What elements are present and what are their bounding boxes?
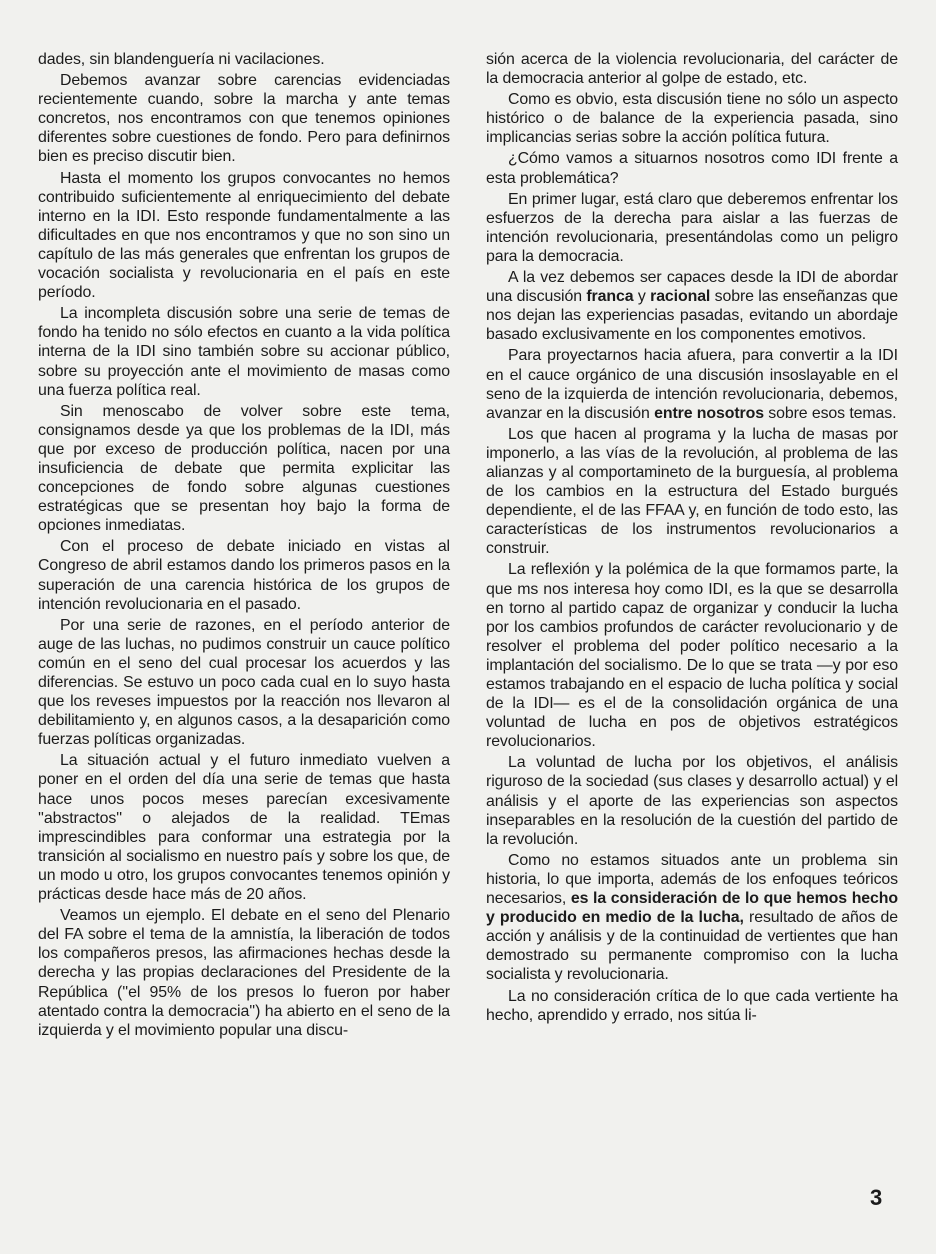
paragraph: Por una serie de razones, en el período anterior de auge de las luchas, no pudimos construir un cauce político común en el seno del cual procesar los acuerdos y las diferencias. Se estuvo un poco cada cual en lo suyo hasta que los reveses impuestos por la reacción nos llevaron al debilitamiento y, en algunos casos, a la desaparición como fuerzas políticas organizadas. [38, 616, 450, 749]
paragraph: La incompleta discusión sobre una serie de temas de fondo ha tenido no sólo efectos en cuanto a la vida política interna de la IDI sino también sobre su accionar público, sobre su proyección ante el movimiento de masas como una fuerza política real. [38, 305, 450, 399]
paragraph: Veamos un ejemplo. El debate en el seno del Plenario del FA sobre el tema de la amnistía, la liberación de todos los compañeros presos, las afirmaciones hechas desde la derecha y las propias declaraciones del Presidente de la República (''el 95% de los presos lo fueron por haber atentado contra la democracia'') ha abierto en el seno de la izquierda y el movimiento popular una discu- [38, 907, 450, 1039]
text-run: Para proyectarnos hacia afuera, para convertir a la IDI en el cauce orgánico de una discusión insoslayable en el seno de la izquierda de intención revolucionaria, debemos, avanzar en la discusión [486, 347, 898, 422]
right-column [486, 50, 898, 1040]
bold-text: racional [650, 288, 711, 306]
paragraph: dades, sin blandenguería ni vacilaciones. [38, 51, 325, 68]
bold-text: franca [586, 288, 634, 306]
paragraph [486, 268, 898, 344]
paragraph: Los que hacen al programa y la lucha de masas por imponerlo, a las vías de la revolución, al problema de las alianzas y al comportamineto de la burguesía, al problema de los cambios en la estructura del Estado burgués dependiente, el de las FFAA y, en función de todo esto, las características de los instrumentos revolucionarios a construir. [486, 425, 898, 558]
paragraph: La no consideración crítica de lo que cada vertiente ha hecho, aprendido y errado, nos sitúa li- [486, 987, 898, 1024]
text-run: Como no estamos situados ante un problema sin historia, lo que importa, además de los enfoques teóricos necesarios, [486, 851, 898, 908]
bold-text: es la consideración de lo que hemos hecho y producido en medio de la lucha, [486, 890, 898, 927]
bold-text: entre nosotros [654, 404, 764, 422]
paragraph: Hasta el momento los grupos convocantes no hemos contribuido suficientemente al enriquecimiento del debate interno en la IDI. Esto responde fundamentalmente a las dificultades en que nos encontramos y que no son sino un capítulo de las más generales que enfrentan los grupos de vocación socialista y revolucionaria en el país en este período. [38, 169, 450, 302]
text-run: sobre las enseñanzas que nos dejan las experiencias pasadas, evitando un abordaje basado exclusivamente en los componentes emotivos. [486, 288, 898, 344]
paragraph: La reflexión y la polémica de la que formamos parte, la que ms nos interesa hoy como IDI, es la que se desarrolla en torno al partido capaz de organizar y conducir la lucha por los cambios profundos de carácter revolucionario y de resolver el problema del poder político necesario a la implantación del socialismo. De lo que se trata —y por eso estamos trabajando en el espacio de lucha política y social de la IDI— es el de la consolidación orgánica de una voluntad de lucha en pos de objetivos estratégicos revolucionarios. [486, 561, 898, 751]
text-columns [38, 50, 898, 1040]
text-run: y [633, 288, 651, 306]
page-number: 3 [870, 1185, 883, 1210]
paragraph: Debemos avanzar sobre carencias evidenciadas recientemente cuando, sobre la marcha y ante temas concretos, nos encontramos con que tenemos opiniones diferentes sobre cuestiones de fondo. Pero para definirnos bien es preciso discutir bien. [38, 72, 450, 166]
text-run: A la vez debemos ser capaces desde la IDI de abordar una discusión [486, 269, 898, 306]
paragraph [486, 851, 898, 985]
text-run: resultado de años de acción y análisis y de la continuidad de vertientes que han demostrado su permanente compromiso con la lucha socialista y revolucionaria. [486, 909, 898, 984]
paragraph: Con el proceso de debate iniciado en vistas al Congreso de abril estamos dando los primeros pasos en la superación de una carencia histórica de los grupos de intención revolucionaria en el pasado. [38, 538, 450, 613]
paragraph: Sin menoscabo de volver sobre este tema, consignamos desde ya que los problemas de la IDI, más que por exceso de producción política, nacen por una insuficiencia de debate que permita explicitar las concepciones de fondo sobre algunas cuestiones estratégicas que se presentan hoy bajo la forma de opciones inmediatas. [38, 402, 450, 535]
left-column [38, 50, 450, 1040]
paragraph: ¿Cómo vamos a situarnos nosotros como IDI frente a esta problemática? [486, 150, 898, 187]
paragraph: La voluntad de lucha por los objetivos, el análisis riguroso de la sociedad (sus clases y desarrollo actual) y el análisis y el aporte de las experiencias son aspectos inseparables en la resolución de la cuestión del partido de la revolución. [486, 754, 898, 848]
paragraph: Como es obvio, esta discusión tiene no sólo un aspecto histórico o de balance de la experiencia pasada, sino implicancias serias sobre la acción política futura. [486, 91, 898, 147]
paragraph: En primer lugar, está claro que deberemos enfrentar los esfuerzos de la derecha para aislar a las fuerzas de intención revolucionaria, presentándolas como un peligro para la democracia. [486, 190, 898, 265]
paragraph: sión acerca de la violencia revolucionaria, del carácter de la democracia anterior al golpe de estado, etc. [486, 51, 898, 88]
paragraph [486, 346, 898, 422]
text-run: sobre esos temas. [763, 404, 897, 422]
paragraph: La situación actual y el futuro inmediato vuelven a poner en el orden del día una serie de temas que hasta hace unos pocos meses parecían excesivamente ''abstractos'' o alejados de la realidad. TEmas imprescindibles para conformar una estrategia por la transición al socialismo en nuestro país y sobre los que, de un modo u otro, los grupos convocantes tenemos opinión y prácticas desde hace más de 20 años. [38, 752, 450, 904]
